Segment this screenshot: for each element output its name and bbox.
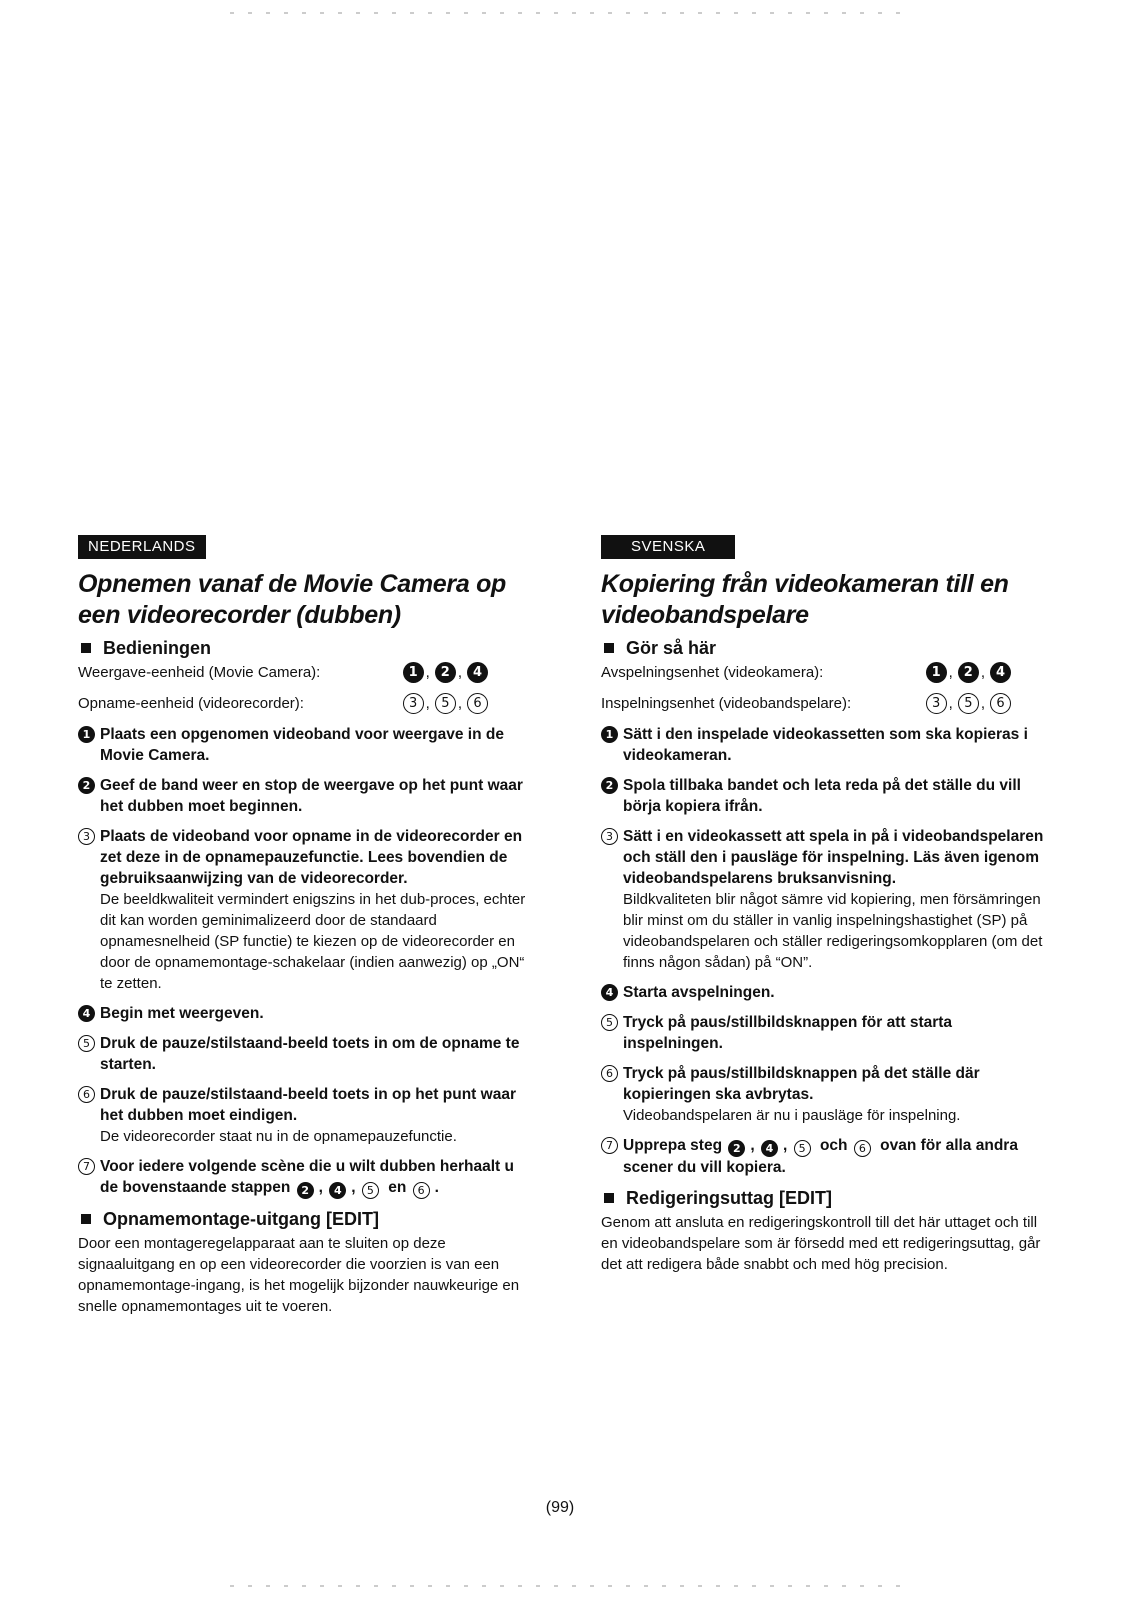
step-item — [78, 1156, 528, 1199]
section-heading-text: Redigeringsuttag [EDIT] — [626, 1188, 832, 1208]
square-bullet-icon — [81, 1214, 91, 1224]
step-text: Plaats de videoband voor opname in de videorecorder en zet deze in de opnamepauzefunctie. Lees bovendien de gebruiksaanwijzing van de videorecorder. — [100, 828, 523, 887]
step-item — [78, 775, 528, 817]
step-number-icon: 5 — [362, 1182, 379, 1199]
step-note: Videobandspelaren är nu i pausläge för inspelning. — [623, 1107, 961, 1124]
step-number-icon: 5 — [435, 693, 456, 714]
step-text: Druk de pauze/stilstaand-beeld toets in om de opname te starten. — [100, 1035, 520, 1073]
step-text: Voor iedere volgende scène die u wilt dubben herhaalt u de bovenstaande stappen 2 , 4 , 5 en 6 . — [100, 1158, 514, 1197]
unit-step-numbers: 3 , 5 , 6 — [926, 693, 1011, 714]
language-tag: NEDERLANDS — [78, 535, 206, 559]
step-item — [601, 1135, 1051, 1178]
section-heading-text: Opnamemontage-uitgang [EDIT] — [103, 1209, 379, 1229]
step-number-icon: 2 — [297, 1182, 314, 1199]
square-bullet-icon — [604, 643, 614, 653]
step-number-icon: 2 — [728, 1140, 745, 1157]
step-number-icon: 2 — [958, 662, 979, 683]
step-item — [78, 1084, 528, 1147]
square-bullet-icon — [604, 1193, 614, 1203]
step-number-icon: 6 — [78, 1086, 95, 1103]
step-number-icon: 3 — [601, 828, 618, 845]
step-number-icon: 4 — [601, 984, 618, 1001]
step-item — [78, 724, 528, 766]
step-number-icon: 6 — [467, 693, 488, 714]
step-text: Spola tillbaka bandet och leta reda på det ställe du vill börja kopiera ifrån. — [623, 777, 1021, 815]
step-number-icon: 6 — [854, 1140, 871, 1157]
step-item — [78, 826, 528, 994]
recording-unit-row — [601, 693, 1051, 714]
unit-label: Inspelningsenhet (videobandspelare): — [601, 694, 852, 712]
step-text-part: Voor iedere volgende scène die u wilt dubben herhaalt u de bovenstaande stappen — [100, 1158, 514, 1196]
step-number-icon: 4 — [329, 1182, 346, 1199]
section-heading — [78, 637, 528, 659]
paragraph: Genom att ansluta en redigeringskontroll till det här uttaget och till en videobandspelare som är försedd med ett redigeringsuttag, går det att redigera både snabbt och med hög precision. — [601, 1214, 1041, 1273]
step-item — [78, 1003, 528, 1024]
recording-unit-row — [78, 693, 528, 714]
language-tag: SVENSKA — [601, 535, 735, 559]
section-title: Kopiering från videokameran till en videobandspelare — [601, 570, 1009, 629]
scan-noise-top — [230, 12, 910, 14]
step-item — [601, 1012, 1051, 1054]
square-bullet-icon — [81, 643, 91, 653]
step-number-icon: 2 — [435, 662, 456, 683]
step-item — [601, 982, 1051, 1003]
step-number-icon: 6 — [601, 1065, 618, 1082]
step-note: De videorecorder staat nu in de opnamepauzefunctie. — [100, 1128, 457, 1145]
step-number-icon: 3 — [403, 693, 424, 714]
playback-unit-row — [78, 662, 528, 683]
step-text: Tryck på paus/stillbildsknappen för att starta inspelningen. — [623, 1014, 953, 1052]
section-heading-text: Bedieningen — [103, 638, 212, 658]
step-number-icon: 4 — [78, 1005, 95, 1022]
section-heading-text: Gör så här — [626, 638, 717, 658]
page-number: (99) — [545, 1499, 575, 1516]
unit-step-numbers: 1 , 2 , 4 — [403, 662, 488, 683]
step-item — [601, 724, 1051, 766]
step-item — [601, 775, 1051, 817]
step-text: Upprepa steg 2 , 4 , 5 och 6 ovan för alla andra scener du vill kopiera. — [623, 1137, 1018, 1176]
step-text: Sätt i den inspelade videokassetten som ska kopieras i videokameran. — [623, 726, 1028, 764]
step-number-icon: 1 — [926, 662, 947, 683]
playback-unit-row — [601, 662, 1051, 683]
step-text-part: och — [819, 1137, 848, 1154]
section-heading — [78, 1208, 528, 1230]
scan-noise-bottom — [230, 1585, 910, 1587]
step-text: Tryck på paus/stillbildsknappen på det ställe där kopieringen ska avbrytas. — [623, 1065, 980, 1103]
step-item — [601, 826, 1051, 973]
step-item — [78, 1033, 528, 1075]
step-text: Geef de band weer en stop de weergave op het punt waar het dubben moet beginnen. — [100, 777, 523, 815]
step-text: Sätt i en videokassett att spela in på i videobandspelaren och ställ den i pausläge för inspelning. Läs även igenom videobandspelarens bruksanvisning. — [623, 828, 1044, 887]
step-number-icon: 6 — [413, 1182, 430, 1199]
step-note: De beeldkwaliteit vermindert enigszins in het dub-proces, echter dit kan worden geminimalizeerd door de standaard opnamesnelheid (SP functie) te kiezen op de videorecorder en door de opnamemontage-schakelaar (indien aanwezig) op „ON“ te zetten. — [100, 891, 526, 992]
step-text: Starta avspelningen. — [623, 984, 775, 1001]
step-number-icon: 5 — [794, 1140, 811, 1157]
unit-step-numbers: 3 , 5 , 6 — [403, 693, 488, 714]
step-number-icon: 1 — [78, 726, 95, 743]
step-number-icon: 3 — [78, 828, 95, 845]
step-number-icon: 7 — [78, 1158, 95, 1175]
step-number-icon: 4 — [761, 1140, 778, 1157]
step-number-icon: 1 — [601, 726, 618, 743]
step-number-icon: 4 — [990, 662, 1011, 683]
step-number-icon: 2 — [78, 777, 95, 794]
step-number-icon: 5 — [601, 1014, 618, 1031]
unit-label: Avspelningsenhet (videokamera): — [601, 663, 824, 681]
step-number-icon: 5 — [78, 1035, 95, 1052]
unit-label: Opname-eenheid (videorecorder): — [78, 694, 304, 712]
step-item — [601, 1063, 1051, 1126]
step-number-icon: 2 — [601, 777, 618, 794]
step-number-icon: 4 — [467, 662, 488, 683]
step-note: Bildkvaliteten blir något sämre vid kopiering, men försämringen blir minst om du ställer in vanlig inspelningshastighet (SP) på videobandspelaren och ställer redigeringsomkopplaren (om det finns någon sådan) på “ON”. — [623, 891, 1043, 971]
step-text-part: ovan för alla andra scener du vill kopiera. — [623, 1137, 1018, 1176]
step-text-part: Upprepa steg — [623, 1137, 723, 1154]
column-swedish — [601, 535, 1051, 1275]
section-heading — [601, 637, 1051, 659]
step-number-icon: 5 — [958, 693, 979, 714]
step-number-icon: 7 — [601, 1137, 618, 1154]
unit-step-numbers: 1 , 2 , 4 — [926, 662, 1011, 683]
paragraph: Door een montageregelapparaat aan te sluiten op deze signaaluitgang en op een videorecorder die voorzien is van een opnamemontage-ingang, is het mogelijk bijzonder nauwkeurige en snelle opnamemontages uit te voeren. — [78, 1235, 520, 1315]
step-number-icon: 6 — [990, 693, 1011, 714]
step-text: Plaats een opgenomen videoband voor weergave in de Movie Camera. — [100, 726, 504, 764]
section-title: Opnemen vanaf de Movie Camera op een videorecorder (dubben) — [78, 570, 507, 629]
step-text: Druk de pauze/stilstaand-beeld toets in op het punt waar het dubben moet eindigen. — [100, 1086, 516, 1124]
section-heading — [601, 1187, 1051, 1209]
step-number-icon: 1 — [403, 662, 424, 683]
column-dutch — [78, 535, 528, 1317]
unit-label: Weergave-eenheid (Movie Camera): — [78, 663, 321, 681]
step-text-part: en — [388, 1179, 407, 1196]
step-number-icon: 3 — [926, 693, 947, 714]
step-text: Begin met weergeven. — [100, 1005, 264, 1022]
